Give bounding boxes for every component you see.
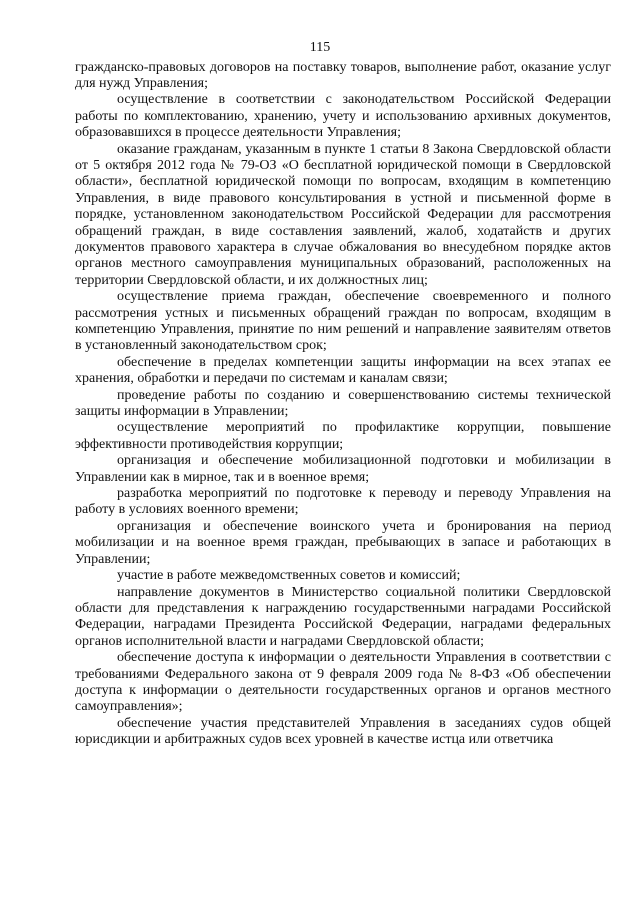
paragraph-court-participation: обеспечение участия представителей Управления в заседаниях судов общей юрисдикции и арбитражных судов всех уровней в качестве истца или ответчика (75, 715, 611, 748)
paragraph-technical-protection: проведение работы по созданию и совершенствованию системы технической защиты информации в Управлении; (75, 387, 611, 420)
paragraph-information-protection: обеспечение в пределах компетенции защиты информации на всех этапах ее хранения, обработки и передачи по системам и каналам связи; (75, 354, 611, 387)
paragraph-citizen-reception: осуществление приема граждан, обеспечение своевременного и полного рассмотрения устных и письменных обращений граждан по вопросам, входящим в компетенцию Управления, принятие по ним решений и направление заявителям ответов в установленный законодательством срок; (75, 289, 611, 354)
paragraph-councils: участие в работе межведомственных советов и комиссий; (117, 568, 461, 584)
paragraph-wartime-transfer: разработка мероприятий по подготовке к переводу и переводу Управления на работу в условиях военного времени; (75, 486, 611, 518)
page-number: 115 (309, 40, 331, 55)
document-body (75, 60, 611, 749)
paragraph-military-registration: организация и обеспечение воинского учета и бронирования на период мобилизации и на военное время граждан, пребывающих в запасе и работающих в Управлении; (75, 518, 611, 567)
paragraph-anti-corruption: осуществление мероприятий по профилактике коррупции, повышение эффективности противодействия коррупции; (75, 420, 611, 452)
paragraph-information-access: обеспечение доступа к информации о деятельности Управления в соответствии с требованиями Федерального закона от 9 февраля 2009 года № 8-ФЗ «Об обеспечении доступа к информации о деятельности государственных органов и органов местного самоуправления»; (75, 650, 611, 715)
paragraph-awards: направление документов в Министерство социальной политики Свердловской области для представления к награждению государственными наградами Российской Федерации, наградами Президента Российской Федерации, наградами федеральных органов исполнительной власти и наградами Свердловской области; (75, 584, 611, 649)
paragraph-legal-aid: оказание гражданам, указанным в пункте 1 статьи 8 Закона Свердловской области от 5 октября 2012 года № 79-ОЗ «О бесплатной юридической помощи в Свердловской области», бесплатной юридической помощи по вопросам, входящим в компетенцию Управления, в виде правового консультирования в устной и письменной форме в порядке, установленном законодательством Российской Федерации для рассмотрения обращений граждан, в виде составления заявлений, жалоб, ходатайств и других документов правового характера в случае обжалования во внесудебном порядке актов органов местного самоуправления муниципальных образований, расположенных на территории Свердловской области, и их должностных лиц; (75, 141, 611, 288)
paragraph-mobilization: организация и обеспечение мобилизационной подготовки и мобилизации в Управлении как в мирное, так и в военное время; (75, 453, 611, 485)
paragraph-continuation: гражданско-правовых договоров на поставку товаров, выполнение работ, оказание услуг для нужд Управления; (75, 59, 611, 91)
paragraph-archives: осуществление в соответствии с законодательством Российской Федерации работы по комплектованию, хранению, учету и использованию архивных документов, образовавшихся в процессе деятельности Управления; (75, 92, 611, 141)
